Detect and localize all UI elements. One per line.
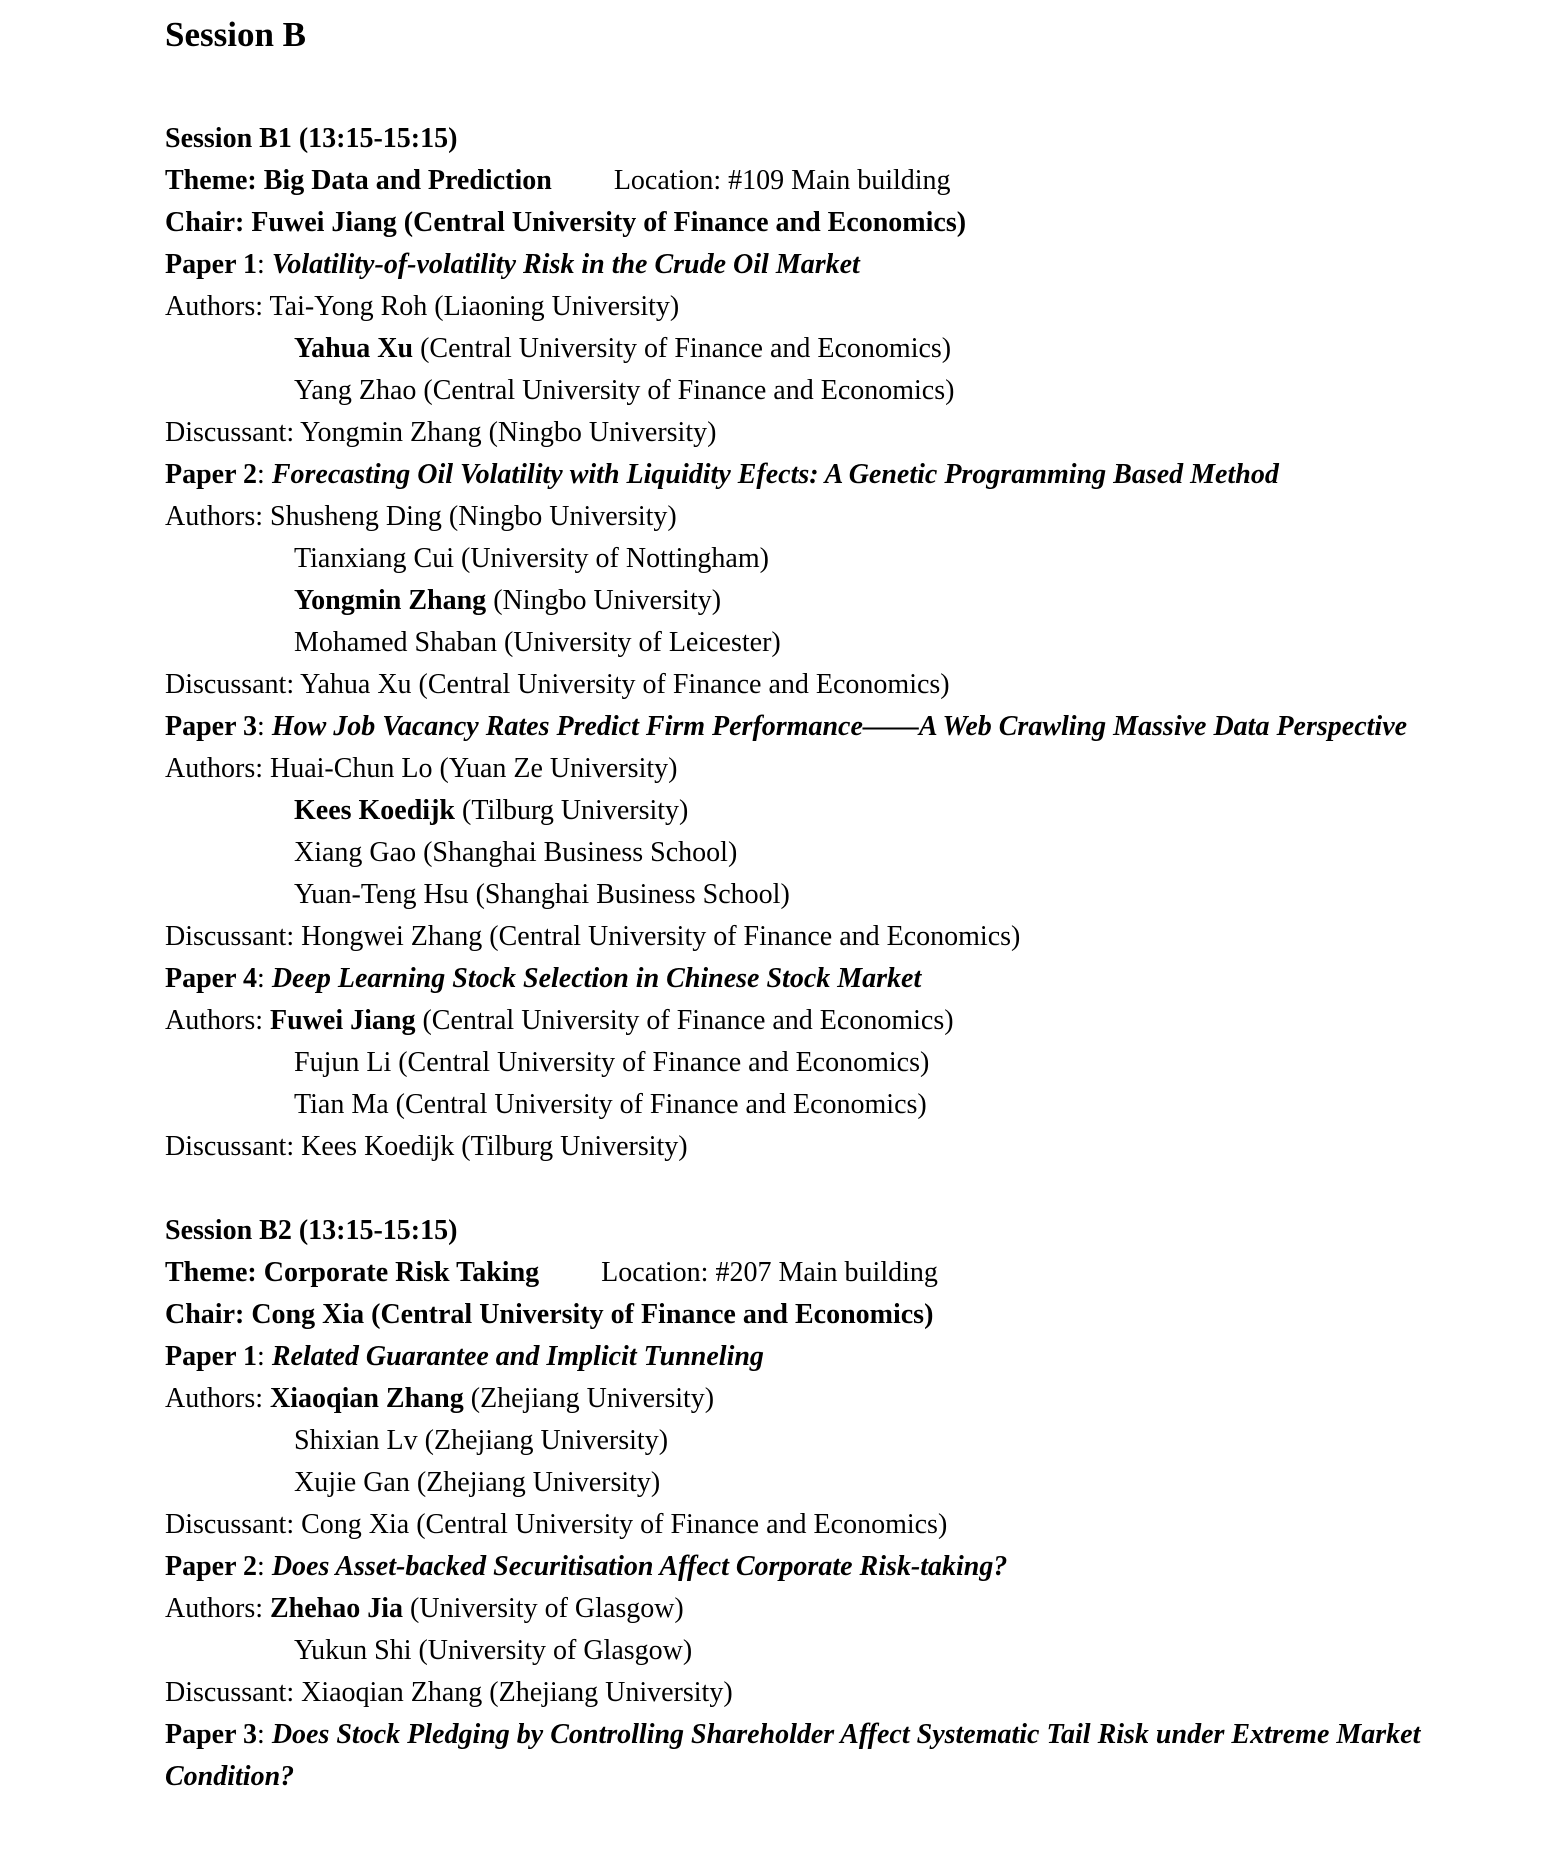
text-segment: Authors: Tai-Yong Roh (Liaoning University) — [165, 291, 680, 322]
chair-line — [165, 1294, 1454, 1336]
text-segment: Kees Koedijk — [294, 795, 455, 826]
paper-title-line — [165, 706, 1454, 748]
discussant-line — [165, 664, 1454, 706]
text-segment: Xiang Gao (Shanghai Business School) — [294, 837, 738, 868]
author-line — [165, 832, 1454, 874]
session-block-1 — [165, 118, 1454, 1168]
paper-title-line — [165, 1546, 1454, 1588]
author-line — [165, 1462, 1454, 1504]
author-line — [165, 328, 1454, 370]
author-line — [165, 538, 1454, 580]
text-segment: Xujie Gan (Zhejiang University) — [294, 1467, 661, 1498]
authors-line — [165, 496, 1454, 538]
text-segment: Discussant: Xiaoqian Zhang (Zhejiang University) — [165, 1677, 733, 1708]
text-segment: : — [257, 1341, 272, 1372]
text-segment: Chair: Cong Xia (Central University of Finance and Economics) — [165, 1299, 934, 1330]
text-segment: Paper 2 — [165, 459, 258, 490]
text-segment: Location: #207 Main building — [601, 1257, 938, 1288]
authors-line — [165, 748, 1454, 790]
authors-line — [165, 1000, 1454, 1042]
text-segment: Yang Zhao (Central University of Finance and Economics) — [294, 375, 955, 406]
text-segment: : — [257, 963, 272, 994]
document-title: Session B — [165, 15, 307, 54]
discussant-line — [165, 1504, 1454, 1546]
text-segment: Discussant: Yongmin Zhang (Ningbo University) — [165, 417, 717, 448]
text-segment: Paper 1 — [165, 1341, 258, 1372]
text-segment: : — [257, 711, 272, 742]
text-segment: Fujun Li (Central University of Finance and Economics) — [294, 1047, 930, 1078]
text-segment: Theme: Corporate Risk Taking — [165, 1257, 540, 1288]
text-segment: Chair: Fuwei Jiang (Central University of Finance and Economics) — [165, 207, 967, 238]
text-segment: (University of Glasgow) — [403, 1593, 684, 1624]
text-segment: Zhehao Jia — [270, 1593, 404, 1624]
text-segment: Authors: — [165, 1383, 270, 1414]
paper-title-line — [165, 244, 1454, 286]
text-segment: Shixian Lv (Zhejiang University) — [294, 1425, 669, 1456]
text-segment: Forecasting Oil Volatility with Liquidity Efects: A Genetic Programming Based Method — [271, 459, 1279, 490]
text-segment: Volatility-of-volatility Risk in the Crude Oil Market — [271, 249, 860, 280]
text-segment: Discussant: Yahua Xu (Central University of Finance and Economics) — [165, 669, 950, 700]
author-line — [165, 874, 1454, 916]
text-segment: Does Asset-backed Securitisation Affect Corporate Risk-taking? — [271, 1551, 1008, 1582]
text-segment: (Central University of Finance and Economics) — [413, 333, 952, 364]
text-segment: : — [257, 249, 272, 280]
session-block-2 — [165, 1210, 1454, 1798]
paper-title-line — [165, 454, 1454, 496]
text-segment: : — [257, 1719, 272, 1750]
authors-line — [165, 1378, 1454, 1420]
document-body — [165, 118, 1454, 1798]
theme-location-line — [165, 1252, 1454, 1294]
author-line — [165, 580, 1454, 622]
text-segment: Mohamed Shaban (University of Leicester) — [294, 627, 781, 658]
theme-location-line — [165, 160, 1454, 202]
author-line — [165, 790, 1454, 832]
authors-line — [165, 1588, 1454, 1630]
text-segment: Theme: Big Data and Prediction — [165, 165, 552, 196]
text-segment: Authors: — [165, 1005, 270, 1036]
paper-title-line — [165, 958, 1454, 1000]
discussant-line — [165, 412, 1454, 454]
text-segment: : — [257, 459, 272, 490]
text-segment: Authors: Shusheng Ding (Ningbo University) — [165, 501, 677, 532]
chair-line — [165, 202, 1454, 244]
text-segment: Related Guarantee and Implicit Tunneling — [271, 1341, 764, 1372]
text-segment: Paper 3 — [165, 1719, 258, 1750]
text-segment: Yongmin Zhang — [294, 585, 487, 616]
text-segment: Session B2 (13:15-15:15) — [165, 1215, 458, 1246]
discussant-line — [165, 916, 1454, 958]
text-segment: Discussant: Kees Koedijk (Tilburg University) — [165, 1131, 688, 1162]
text-segment: (Zhejiang University) — [463, 1383, 715, 1414]
author-line — [165, 1042, 1454, 1084]
text-segment: Does Stock Pledging by Controlling Shareholder Affect Systematic Tail Risk under Extreme Market Condition? — [165, 1719, 1421, 1792]
author-line — [165, 1420, 1454, 1462]
text-segment: Tianxiang Cui (University of Nottingham) — [294, 543, 769, 574]
text-segment: Authors: Huai-Chun Lo (Yuan Ze University) — [165, 753, 678, 784]
text-segment: Discussant: Hongwei Zhang (Central University of Finance and Economics) — [165, 921, 1021, 952]
text-segment: Deep Learning Stock Selection in Chinese Stock Market — [271, 963, 922, 994]
author-line — [165, 1630, 1454, 1672]
text-segment: How Job Vacancy Rates Predict Firm Performance——A Web Crawling Massive Data Perspective — [271, 711, 1408, 742]
text-segment: Paper 2 — [165, 1551, 258, 1582]
session-header-line — [165, 1210, 1454, 1252]
text-segment: Tian Ma (Central University of Finance and Economics) — [294, 1089, 927, 1120]
text-segment: : — [257, 1551, 272, 1582]
session-header-line — [165, 118, 1454, 160]
text-segment: Xiaoqian Zhang — [270, 1383, 464, 1414]
text-segment: Yahua Xu — [294, 333, 414, 364]
text-segment: Yuan-Teng Hsu (Shanghai Business School) — [294, 879, 790, 910]
author-line — [165, 370, 1454, 412]
text-segment: Paper 3 — [165, 711, 258, 742]
text-segment: Fuwei Jiang — [270, 1005, 416, 1036]
paper-title-line — [165, 1714, 1454, 1798]
text-segment: (Tilburg University) — [455, 795, 689, 826]
text-segment: Session B1 (13:15-15:15) — [165, 123, 458, 154]
text-segment: (Central University of Finance and Economics) — [415, 1005, 954, 1036]
text-segment: Authors: — [165, 1593, 270, 1624]
text-segment: Paper 4 — [165, 963, 258, 994]
paper-title-line — [165, 1336, 1454, 1378]
text-segment: Location: #109 Main building — [613, 165, 951, 196]
text-segment: Yukun Shi (University of Glasgow) — [294, 1635, 693, 1666]
discussant-line — [165, 1672, 1454, 1714]
text-segment: Paper 1 — [165, 249, 258, 280]
author-line — [165, 622, 1454, 664]
text-segment: (Ningbo University) — [486, 585, 722, 616]
authors-line — [165, 286, 1454, 328]
author-line — [165, 1084, 1454, 1126]
text-segment: Discussant: Cong Xia (Central University of Finance and Economics) — [165, 1509, 948, 1540]
discussant-line — [165, 1126, 1454, 1168]
